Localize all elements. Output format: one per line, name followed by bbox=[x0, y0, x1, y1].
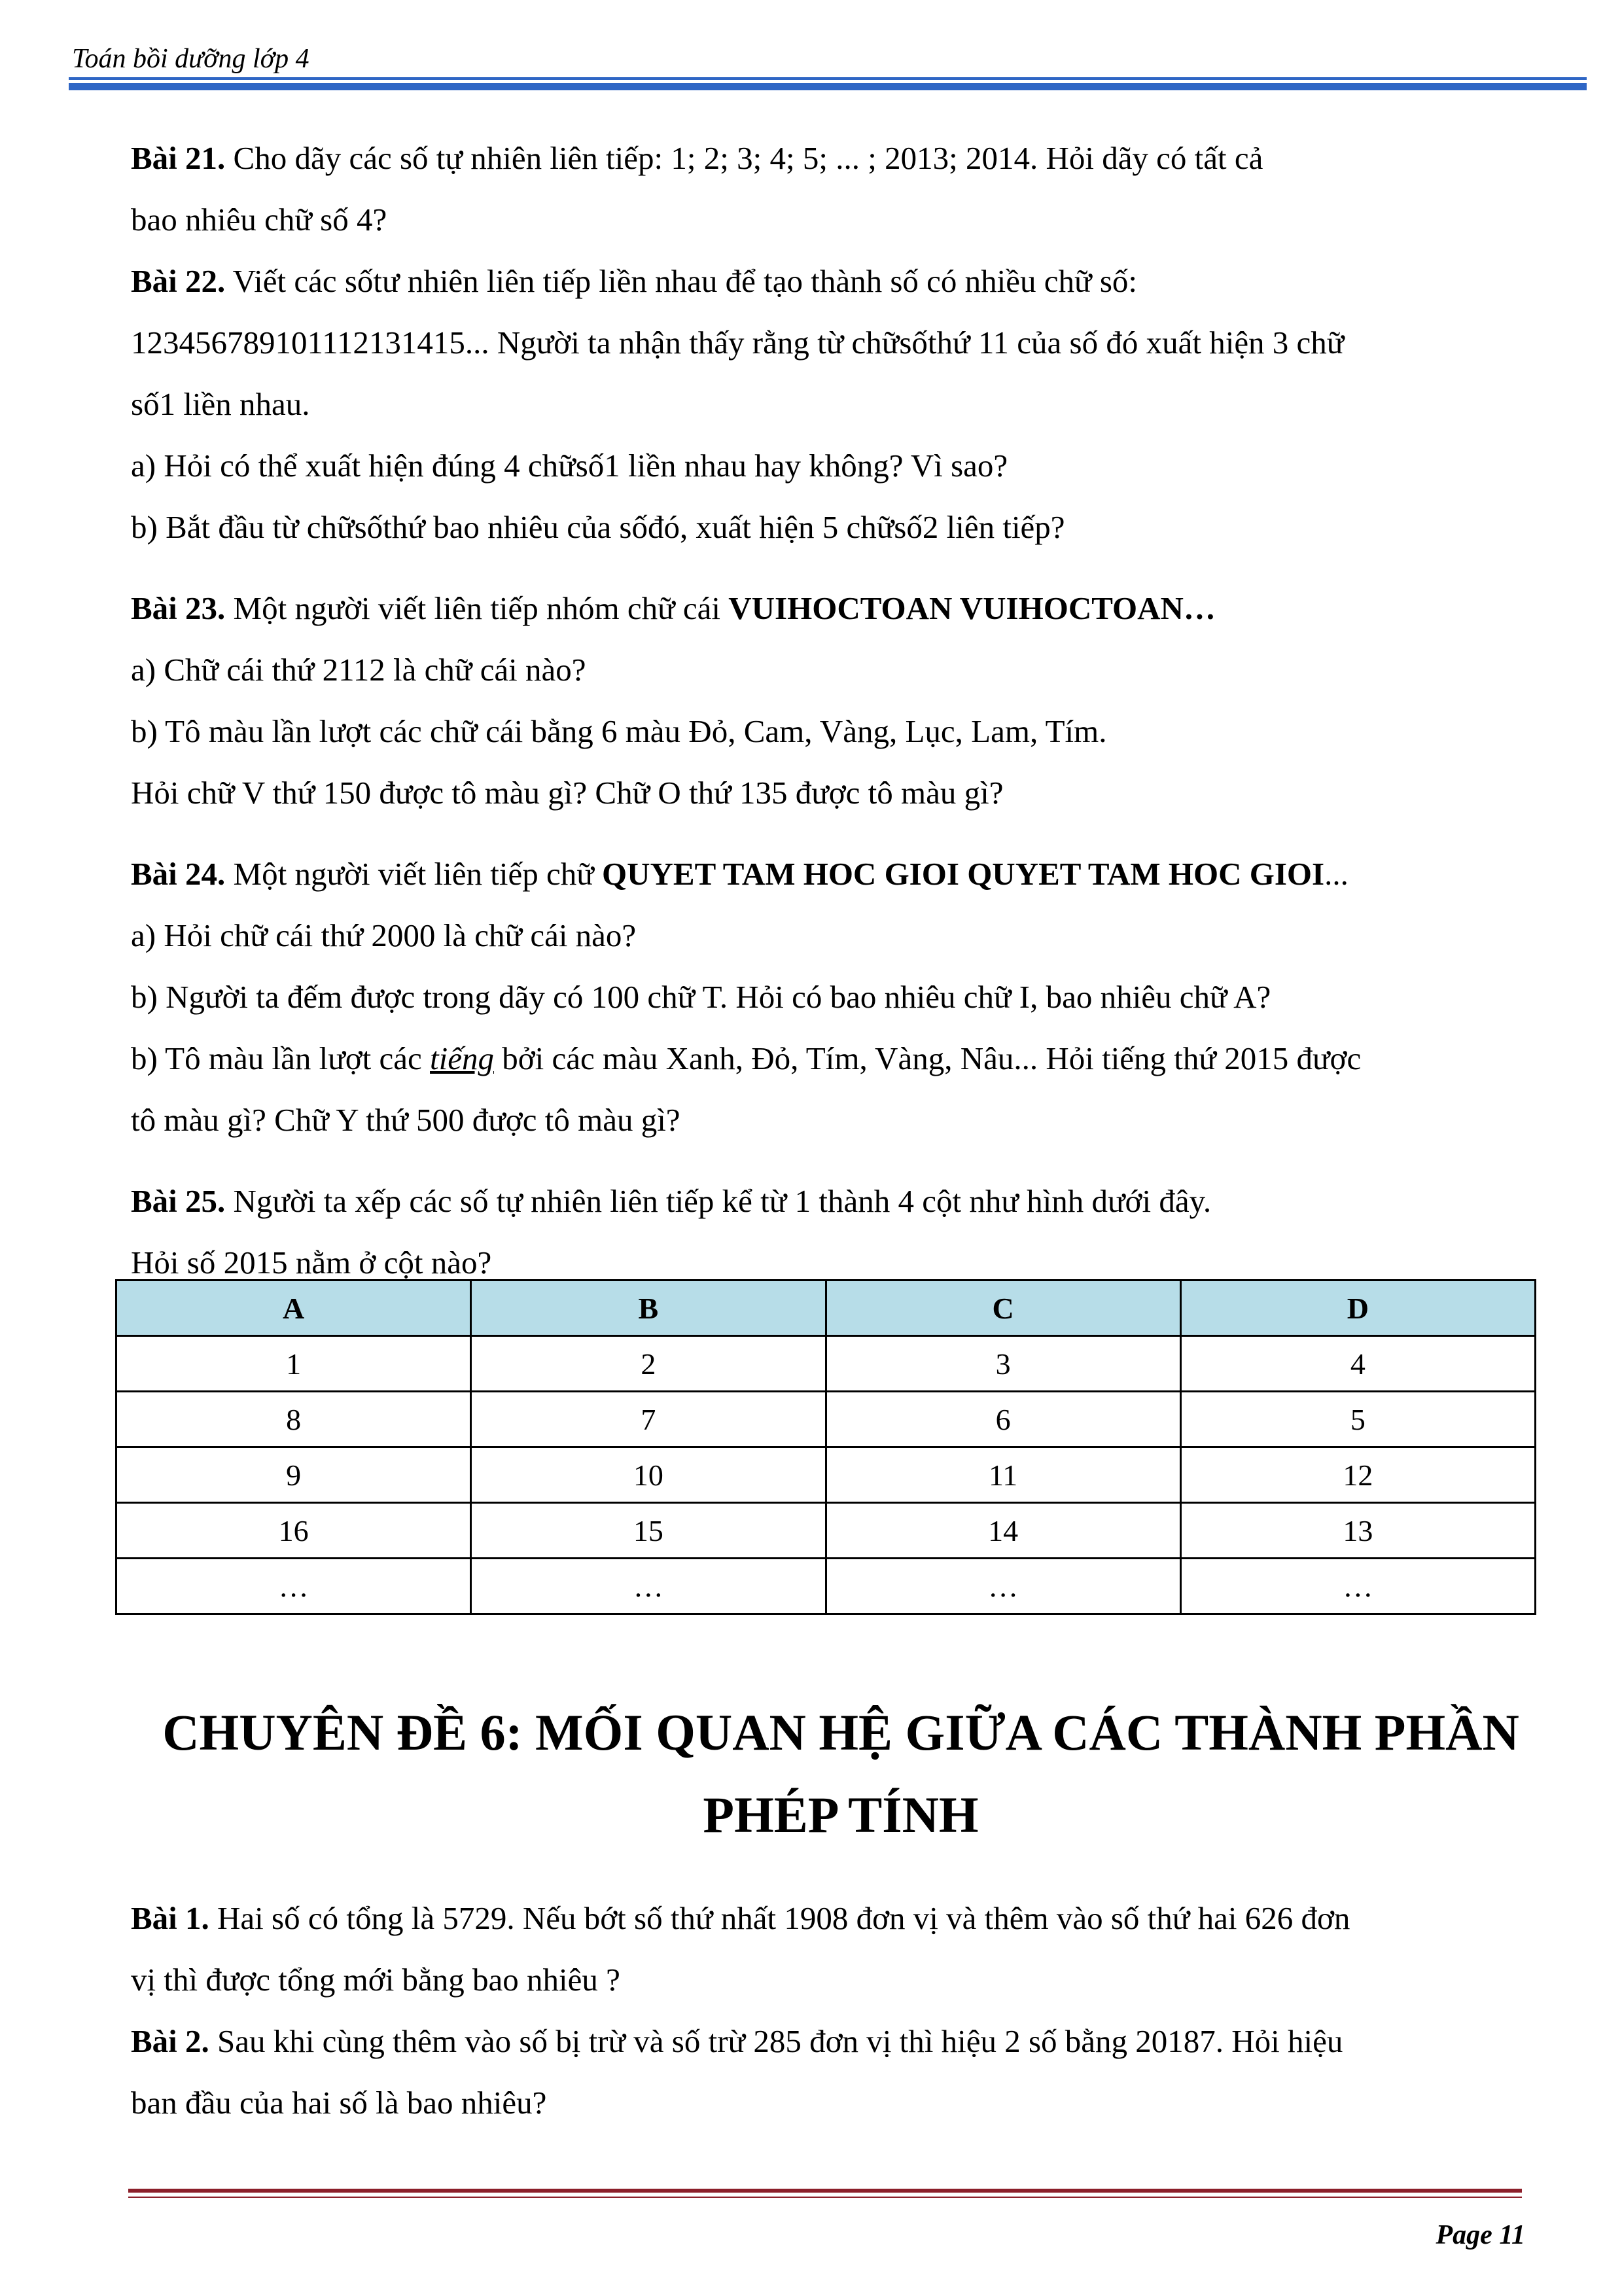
table-row bbox=[116, 1503, 1536, 1559]
table-cell: … bbox=[826, 1559, 1180, 1614]
table-cell: … bbox=[471, 1559, 826, 1614]
table-cell: 13 bbox=[1180, 1503, 1535, 1559]
table-cell: 14 bbox=[826, 1503, 1180, 1559]
problems-section bbox=[131, 128, 1551, 1294]
chapter-problem-1 bbox=[131, 1888, 1551, 1949]
problem-24-b: b) Người ta đếm được trong dãy có 100 chữ T. Hỏi có bao nhiêu chữ I, bao nhiêu chữ A? bbox=[131, 979, 1271, 1015]
problem-bold-text: VUIHOCTOAN VUIHOCTOAN… bbox=[728, 590, 1216, 626]
table-cell: 6 bbox=[826, 1392, 1180, 1447]
problem-25 bbox=[131, 1171, 1551, 1232]
chapter-problem-1-line2: vị thì được tổng mới bằng bao nhiêu ? bbox=[131, 1962, 620, 1998]
problem-text: Người ta xếp các số tự nhiên liên tiếp kể từ 1 thành 4 cột như hình dưới đây. bbox=[225, 1183, 1212, 1219]
problem-label: Bài 21. bbox=[131, 140, 226, 176]
problem-22-line3: số1 liền nhau. bbox=[131, 386, 310, 422]
problem-label: Bài 23. bbox=[131, 590, 226, 626]
table-row bbox=[116, 1392, 1536, 1447]
header-rule-thick bbox=[69, 83, 1587, 90]
table-cell: 11 bbox=[826, 1447, 1180, 1503]
table-cell: … bbox=[1180, 1559, 1535, 1614]
table-header-cell: C bbox=[826, 1280, 1180, 1336]
chapter-heading bbox=[131, 1691, 1551, 1856]
problem-text: Viết các sốtư nhiên liên tiếp liền nhau để tạo thành số có nhiều chữ số: bbox=[225, 263, 1137, 299]
problem-22-line2: 123456789101112131415... Người ta nhận thấy rằng từ chữsốthứ 11 của số đó xuất hiện 3 chữ bbox=[131, 325, 1345, 361]
header-rule bbox=[69, 77, 1587, 80]
problem-bold-text: QUYET TAM HOC GIOI QUYET TAM HOC GIOI bbox=[602, 856, 1325, 892]
problem-25-line2: Hỏi số 2015 nằm ở cột nào? bbox=[131, 1245, 492, 1280]
problem-text: Hai số có tổng là 5729. Nếu bớt số thứ nhất 1908 đơn vị và thêm vào số thứ hai 626 đơn bbox=[209, 1900, 1350, 1936]
table-header-cell: B bbox=[471, 1280, 826, 1336]
problem-text-tail: ... bbox=[1324, 856, 1349, 892]
table-cell: 16 bbox=[116, 1503, 471, 1559]
footer-rule bbox=[128, 2189, 1522, 2193]
problem-label: Bài 25. bbox=[131, 1183, 226, 1219]
table-header-cell: A bbox=[116, 1280, 471, 1336]
table-row bbox=[116, 1336, 1536, 1392]
table-header-row bbox=[116, 1280, 1536, 1336]
problem-text: b) Tô màu lần lượt các bbox=[131, 1040, 431, 1076]
problem-21-line2: bao nhiêu chữ số 4? bbox=[131, 202, 387, 238]
chapter-problems-section bbox=[131, 1888, 1551, 2134]
problem-text: Cho dãy các số tự nhiên liên tiếp: 1; 2; 3; 4; 5; ... ; 2013; 2014. Hỏi dãy có tất cả bbox=[225, 140, 1263, 176]
chapter-problem-2-line2: ban đầu của hai số là bao nhiêu? bbox=[131, 2085, 547, 2121]
underlined-word: tiếng bbox=[430, 1040, 495, 1076]
problem-text: bởi các màu Xanh, Đỏ, Tím, Vàng, Nâu... Hỏi tiếng thứ 2015 được bbox=[494, 1040, 1362, 1076]
problem-text: Một người viết liên tiếp nhóm chữ cái bbox=[225, 590, 729, 626]
footer-rule-thin bbox=[128, 2197, 1522, 2198]
problem-21 bbox=[131, 128, 1551, 189]
table-cell: 9 bbox=[116, 1447, 471, 1503]
table-cell: 8 bbox=[116, 1392, 471, 1447]
table-cell: 12 bbox=[1180, 1447, 1535, 1503]
table-cell: 15 bbox=[471, 1503, 826, 1559]
chapter-problem-2 bbox=[131, 2011, 1551, 2072]
problem-24-c bbox=[131, 1028, 1551, 1089]
problem-label: Bài 22. bbox=[131, 263, 226, 299]
problem-text: Một người viết liên tiếp chữ bbox=[225, 856, 603, 892]
problem-label: Bài 24. bbox=[131, 856, 226, 892]
table-cell: 4 bbox=[1180, 1336, 1535, 1392]
problem-24-c2: tô màu gì? Chữ Y thứ 500 được tô màu gì? bbox=[131, 1102, 680, 1138]
table-row bbox=[116, 1447, 1536, 1503]
problem-label: Bài 1. bbox=[131, 1900, 209, 1936]
table-row bbox=[116, 1559, 1536, 1614]
problem-text: Sau khi cùng thêm vào số bị trừ và số trừ 285 đơn vị thì hiệu 2 số bằng 20187. Hỏi hiệu bbox=[209, 2023, 1343, 2059]
table-cell: 7 bbox=[471, 1392, 826, 1447]
problem-22-b: b) Bắt đầu từ chữsốthứ bao nhiêu của sốđó, xuất hiện 5 chữsố2 liên tiếp? bbox=[131, 509, 1065, 545]
page-number: Page 11 bbox=[1436, 2220, 1525, 2250]
table-cell: 3 bbox=[826, 1336, 1180, 1392]
problem-24 bbox=[131, 843, 1551, 905]
chapter-heading-line1: CHUYÊN ĐỀ 6: MỐI QUAN HỆ GIỮA CÁC THÀNH PHẦN bbox=[162, 1704, 1519, 1761]
header-title: Toán bồi dưỡng lớp 4 bbox=[72, 44, 309, 74]
number-columns-table bbox=[115, 1279, 1536, 1615]
table-cell: … bbox=[116, 1559, 471, 1614]
table-cell: 5 bbox=[1180, 1392, 1535, 1447]
problem-24-a: a) Hỏi chữ cái thứ 2000 là chữ cái nào? bbox=[131, 917, 637, 953]
problem-23-b: b) Tô màu lần lượt các chữ cái bằng 6 màu Đỏ, Cam, Vàng, Lục, Lam, Tím. bbox=[131, 713, 1107, 749]
problem-23 bbox=[131, 578, 1551, 639]
table-cell: 10 bbox=[471, 1447, 826, 1503]
problem-22-a: a) Hỏi có thể xuất hiện đúng 4 chữsố1 liền nhau hay không? Vì sao? bbox=[131, 448, 1008, 484]
problem-label: Bài 2. bbox=[131, 2023, 209, 2059]
table-cell: 2 bbox=[471, 1336, 826, 1392]
table-cell: 1 bbox=[116, 1336, 471, 1392]
problem-23-c: Hỏi chữ V thứ 150 được tô màu gì? Chữ O thứ 135 được tô màu gì? bbox=[131, 775, 1004, 811]
chapter-heading-line2: PHÉP TÍNH bbox=[703, 1786, 979, 1843]
problem-22 bbox=[131, 251, 1551, 312]
table-header-cell: D bbox=[1180, 1280, 1535, 1336]
problem-23-a: a) Chữ cái thứ 2112 là chữ cái nào? bbox=[131, 652, 586, 688]
